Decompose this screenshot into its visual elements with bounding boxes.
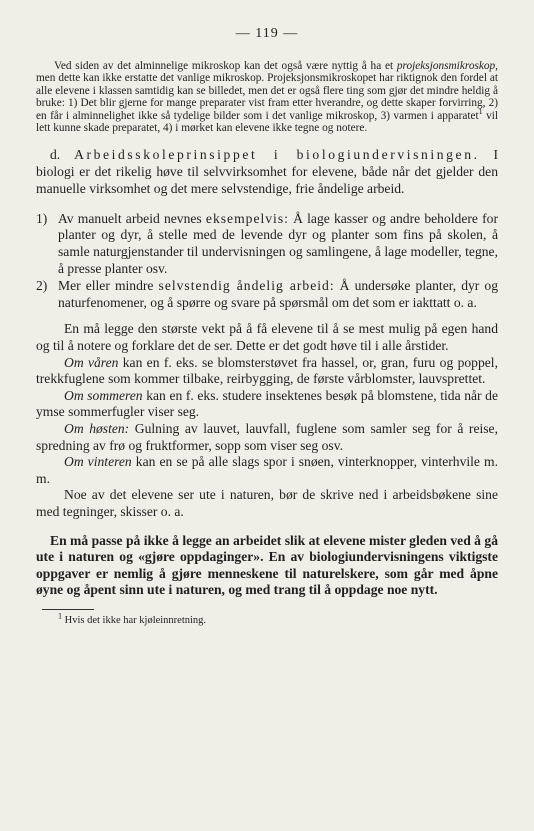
section-label: d. bbox=[50, 147, 61, 163]
list-item bbox=[36, 278, 498, 311]
intro-text-3: vil lett kunne skade preparatet, 4) i mørket kan elevene ikke tegne og notere. bbox=[36, 109, 499, 135]
season-text: kan en f. eks. se blomsterstøvet fra hassel, or, gran, furu og poppel, trekkfuglene som kommer tilbake, reirbygging, de første vårblomster, lauvsprettet. bbox=[36, 354, 498, 387]
list-item-spaced: eksempelvis: bbox=[205, 210, 289, 226]
season-label: Om sommeren bbox=[64, 387, 143, 403]
footnote bbox=[58, 611, 498, 627]
list-item-number: 2) bbox=[36, 278, 48, 294]
footnote-text: Hvis det ikke har kjøleinnretning. bbox=[62, 614, 207, 626]
notes-paragraph: Noe av det elevene ser ute i naturen, bør de skrive ned i arbeidsbøkene sine med tegninger, skisser o. a. bbox=[36, 487, 498, 519]
footnote-mark: 1 bbox=[58, 611, 62, 621]
footnote-reference: 1 bbox=[478, 106, 483, 116]
list-item-label: Av manuelt arbeid nevnes bbox=[58, 210, 206, 226]
intro-paragraph bbox=[36, 60, 498, 134]
footnote-divider bbox=[42, 609, 94, 610]
season-summer bbox=[36, 388, 498, 421]
list-item-number: 1) bbox=[36, 210, 48, 226]
season-text: kan en f. eks. studere insektenes besøk på blomstene, tida når de ymse sommerfugler viser seg. bbox=[36, 387, 498, 420]
section-title: Arbeidsskoleprinsippet i biologiundervisningen. bbox=[74, 147, 480, 163]
season-label: Om vinteren bbox=[64, 454, 132, 470]
page-number: — 119 — bbox=[235, 26, 299, 41]
intro-text-1: Ved siden av det alminnelige mikroskop kan det også være nyttig å ha et bbox=[54, 60, 397, 72]
list-item-label: Mer eller mindre bbox=[58, 278, 159, 294]
list-item-body: Å lage kasser og andre beholdere for planter og dyr, å stelle med de levende dyr og planter som fins på skolen, å samle naturgjenstander til undervisningen og samlingene, å lage modeller, tegne, å presse planter osv. bbox=[58, 210, 498, 276]
season-label: Om våren bbox=[64, 354, 119, 370]
season-winter bbox=[36, 454, 498, 487]
list-item-body: Å undersøke planter, dyr og naturfenomener, og å spørre og svare på spørsmål om det som er iakttatt o. a. bbox=[58, 278, 498, 310]
list-item-spaced: selvstendig åndelig arbeid: bbox=[158, 278, 335, 294]
section-text: I biologi er det rikelig høve til selvvirksomhet for elevene, både når det gjelder den manuelle virksomhet og det mere selvstendige, frie åndelige arbeid. bbox=[36, 147, 498, 197]
section-d bbox=[36, 147, 498, 197]
activity-list bbox=[36, 211, 498, 312]
list-item bbox=[36, 211, 498, 277]
list-item-text bbox=[58, 278, 498, 311]
main-paragraph: En må legge den største vekt på å få elevene til å se mest mulig på egen hand og til å notere og forklare det de ser. Dette er det godt høve til i alle årstider. bbox=[36, 321, 498, 353]
season-label: Om høsten: bbox=[64, 420, 130, 436]
intro-text-2: men dette kan ikke erstatte det vanlige mikroskop. Projeksjonsmikroskopet har riktignok den fordel at alle elevene i klassen samtidig kan se billedet, men det er også flere ting som gjør det mindre heldig å bruke: 1) Det blir gjerne for mange preparater vist fram etter hverandre, og dette skaper forvirring, 2) en får i alminnelighet ikke så tydelige bilder som i det vanlige mikroskop, 3) varmen i apparatet bbox=[36, 72, 498, 122]
season-text: kan en se på alle slags spor i snøen, vinterknopper, vinterhvile m. m. bbox=[36, 454, 498, 486]
intro-emphasis: projeksjonsmikroskop, bbox=[396, 60, 498, 72]
bold-paragraph: En må passe på ikke å legge an arbeidet slik at elevene mister gleden ved å gå ute i naturen og «gjøre oppdaginger». En av biologiundervisningens viktigste oppgaver er nemlig å gjøre menneskene til naturelskere, som går med åpne øyne og åpent sinn ute i naturen, og med trang til å oppdage noe nytt. bbox=[36, 532, 498, 598]
season-text: Gulning av lauvet, lauvfall, fuglene som samler seg for å reise, spredning av frø og fruktformer, sopp som viser seg osv. bbox=[36, 420, 498, 453]
season-autumn bbox=[36, 421, 498, 454]
season-spring bbox=[36, 355, 498, 388]
list-item-text bbox=[58, 211, 498, 277]
